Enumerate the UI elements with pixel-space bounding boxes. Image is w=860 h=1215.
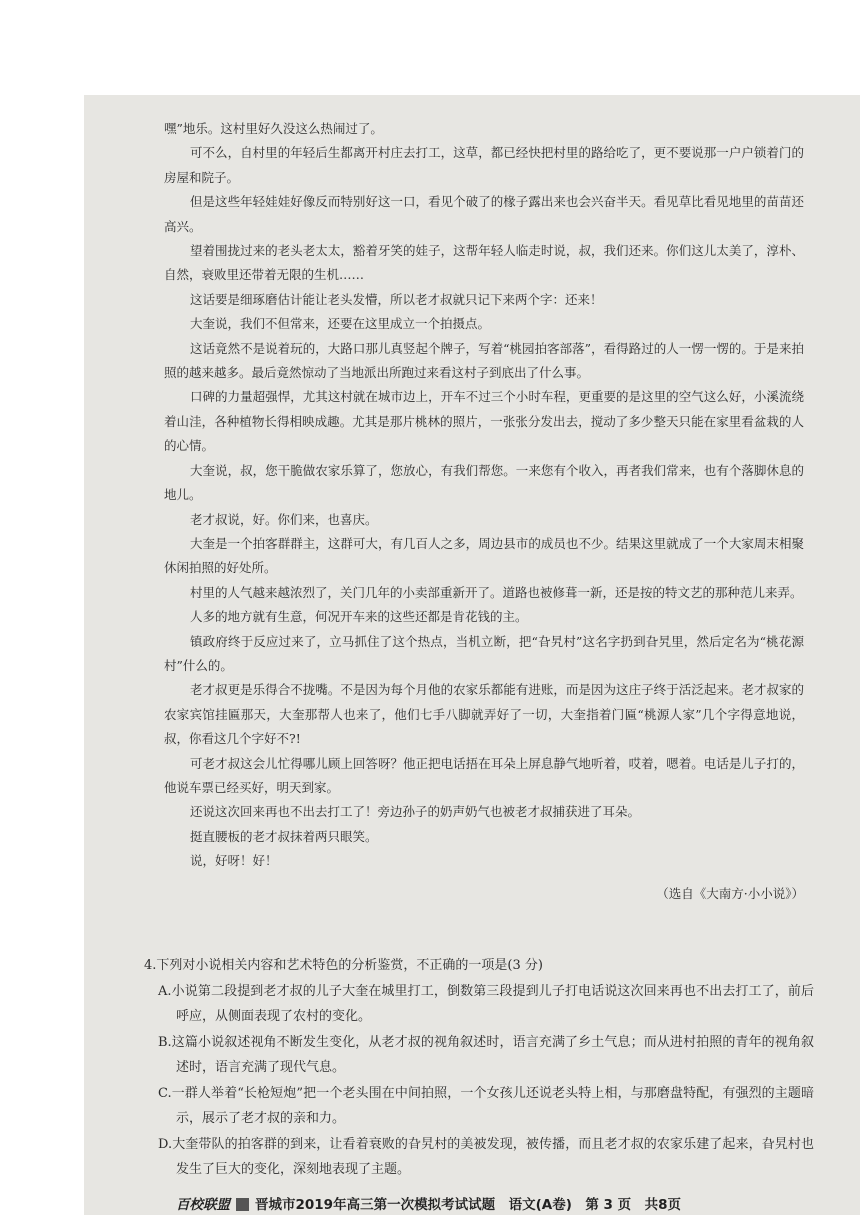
paragraph: 望着围拢过来的老头老太太，豁着牙笑的娃子，这帮年轻人临走时说，叔，我们还来。你们这儿太美了，淳朴、自然，衰败里还带着无限的生机…… — [164, 243, 804, 283]
logo-icon — [236, 1198, 249, 1211]
paragraph: 嘿”地乐。这村里好久没这么热闹过了。 — [164, 121, 383, 136]
question-4 — [144, 953, 814, 1183]
paragraph: 挺直腰板的老才叔抹着两只眼笑。 — [190, 828, 378, 844]
paragraph: 老才叔更是乐得合不拢嘴。不是因为每个月他的农家乐都能有进账，而是因为这庄子终于活泛起来。老才叔家的农家宾馆挂匾那天，大奎那帮人也来了，他们七手八脚就弄好了一切，大奎指着门匾“桃源人家”几个字得意地说，叔，你看这几个字好不?! — [164, 682, 804, 747]
paragraph: 大奎是一个拍客群群主，这群可大，有几百人之多，周边县市的成员也不少。结果这里就成了一个大家周末相聚休闲拍照的好处所。 — [164, 535, 804, 576]
paragraph: 但是这些年轻娃娃好像反而特别好这一口，看见个破了的椽子露出来也会兴奋半天。看见草比看见地里的苗苗还高兴。 — [164, 194, 804, 234]
answer-option: D.大奎带队的拍客群的到来，让看着衰败的旮旯村的美被发现，被传播，而且老才叔的农家乐建了起来，旮旯村也发生了巨大的变化，深刻地表现了主题。 — [158, 1136, 814, 1177]
passage — [164, 117, 804, 906]
paragraph: 大奎说，叔，您干脆做农家乐算了，您放心，有我们帮您。一来您有个收入，再者我们常来，也有个落脚休息的地儿。 — [164, 462, 804, 503]
option-list — [144, 979, 814, 1183]
paragraph: 可老才叔这会儿忙得哪儿顾上回答呀？他正把电话捂在耳朵上屏息静气地听着，哎着，嗯着。电话是儿子打的，他说车票已经买好，明天到家。 — [164, 755, 804, 795]
paragraph: 还说这次回来再也不出去打工了！旁边孙子的奶声奶气也被老才叔捕获进了耳朵。 — [190, 804, 641, 820]
page-footer — [176, 1193, 681, 1213]
answer-option: C.一群人举着“长枪短炮”把一个老头围在中间拍照，一个女孩儿还说老头特上相，与那磨盘特配，有强烈的主题暗示，展示了老才叔的亲和力。 — [158, 1085, 814, 1126]
paragraph: 镇政府终于反应过来了，立马抓住了这个热点，当机立断，把“旮旯村”这名字扔到旮旯里，然后定名为“桃花源村”什么的。 — [164, 633, 804, 673]
question-stem: 4.下列对小说相关内容和艺术特色的分析鉴赏，不正确的一项是(3 分) — [144, 958, 543, 973]
answer-option: A.小说第二段提到老才叔的儿子大奎在城里打工，倒数第三段提到儿子打电话说这次回来再也不出去打工了，前后呼应，从侧面表现了农村的变化。 — [158, 983, 814, 1024]
paragraph: 老才叔说，好。你们来，也喜庆。 — [190, 511, 378, 527]
paragraph: 大奎说，我们不但常来，还要在这里成立一个拍摄点。 — [190, 316, 491, 332]
paragraph: 说，好呀！好！ — [190, 853, 278, 869]
paragraph: 这话竟然不是说着玩的，大路口那儿真竖起个牌子，写着“桃园拍客部落”，看得路过的人一愣一愣的。于是来拍照的越来越多。最后竟然惊动了当地派出所跑过来看这村子到底出了什么事。 — [164, 340, 804, 381]
exam-page — [84, 95, 860, 1215]
brand-logo: 百校联盟 — [176, 1197, 230, 1213]
paragraph: 这话要是细琢磨估计能让老头发懵，所以老才叔就只记下来两个字：还来！ — [190, 291, 603, 307]
answer-option: B.这篇小说叙述视角不断发生变化，从老才叔的视角叙述时，语言充满了乡土气息；而从进村拍照的青年的视角叙述时，语言充满了现代气息。 — [158, 1034, 814, 1075]
source-citation: （选自《大南方·小小说》） — [656, 885, 804, 901]
paragraph: 可不么，自村里的年轻后生都离开村庄去打工，这草，都已经快把村里的路给吃了，更不要说那一户户锁着门的房屋和院子。 — [164, 145, 804, 185]
paragraph: 口碑的力量超强悍，尤其这村就在城市边上，开车不过三个小时车程，更重要的是这里的空气这么好，小溪流绕着山洼，各种植物长得相映成趣。尤其是那片桃林的照片，一张张分发出去，搅动了多少整天只能在家里看盆栽的人的心情。 — [164, 389, 804, 454]
paragraph: 村里的人气越来越浓烈了，关门几年的小卖部重新开了。道路也被修葺一新，还是按的特文艺的那种范儿来弄。 — [190, 584, 803, 600]
paragraph: 人多的地方就有生意，何况开车来的这些还都是肯花钱的主。 — [190, 609, 528, 625]
footer-text: 晋城市2019年高三第一次模拟考试试题 语文(A卷) 第 3 页 共8页 — [255, 1197, 682, 1213]
